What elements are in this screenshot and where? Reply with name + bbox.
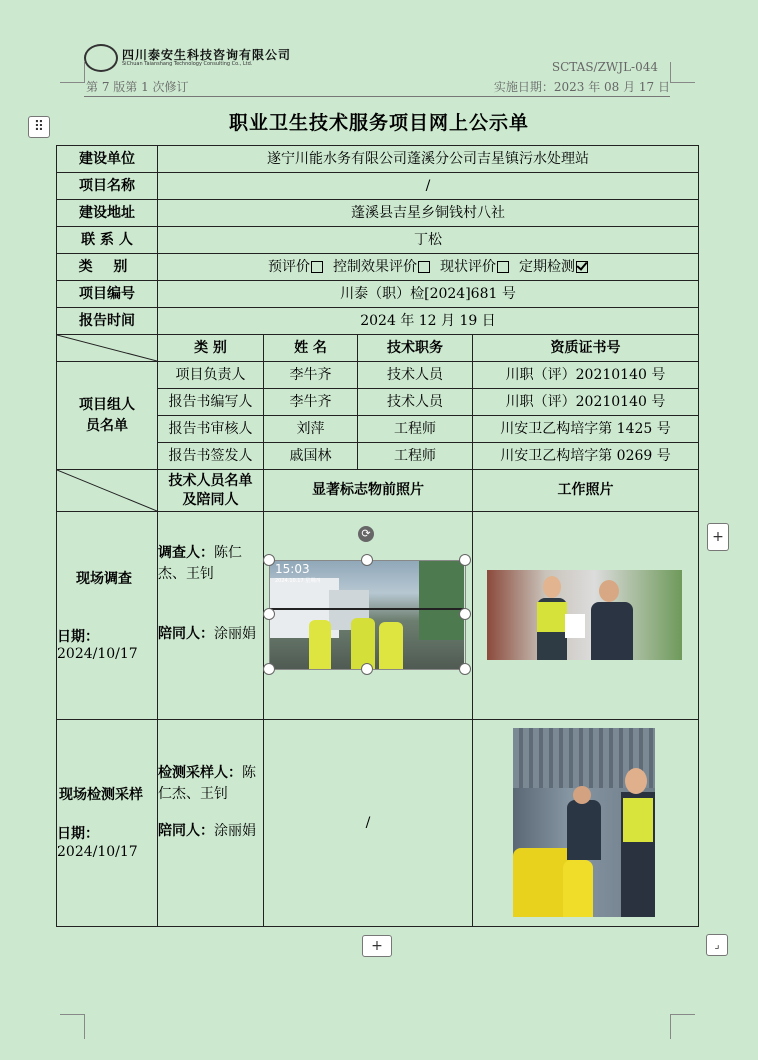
label-project-name: 项目名称 xyxy=(56,172,158,200)
category-option-control: 控制效果评价 xyxy=(333,258,417,275)
resize-handle[interactable] xyxy=(263,608,275,620)
sampling-escort-label: 陪同人： xyxy=(158,823,214,839)
survey-label: 现场调查 xyxy=(76,571,132,587)
sampling-landmark-cell xyxy=(263,719,473,927)
worker-vest xyxy=(623,798,653,842)
label-build-unit: 建设单位 xyxy=(56,145,158,173)
photo-caption: 2024.10.17 星期四 xyxy=(275,578,321,584)
team-group-label: 项目组人员名单 xyxy=(56,361,158,470)
page-title: 职业卫生技术服务项目网上公示单 xyxy=(228,112,529,134)
notice-table xyxy=(56,145,699,927)
sampling-staff-block xyxy=(158,763,262,805)
team-cert: 川职（评）20210140 号 xyxy=(472,388,699,416)
add-column-button[interactable]: + xyxy=(707,523,729,551)
photo-header-work: 工作照片 xyxy=(472,469,699,512)
survey-staff-label: 调查人： xyxy=(158,545,214,561)
team-name: 戚国林 xyxy=(263,442,358,470)
value-category xyxy=(157,253,699,281)
team-name: 刘萍 xyxy=(263,415,358,443)
team-title: 技术人员 xyxy=(357,361,473,389)
escort-head xyxy=(573,786,591,804)
escort-head xyxy=(599,580,619,602)
category-option-periodic: 定期检测 xyxy=(519,258,575,275)
team-role: 报告书签发人 xyxy=(157,442,264,470)
sampling-work-photo[interactable] xyxy=(513,728,655,917)
doc-code: SCTAS/ZWJL-044 xyxy=(551,60,658,74)
table-move-handle-icon[interactable]: ⠿ xyxy=(28,116,50,138)
worker-vest xyxy=(537,602,567,632)
paper xyxy=(565,614,585,638)
crop-mark-tl xyxy=(60,62,85,83)
value-build-unit: 遂宁川能水务有限公司蓬溪分公司吉星镇污水处理站 xyxy=(157,145,699,173)
team-header-cert: 资质证书号 xyxy=(472,334,699,362)
survey-escort-label: 陪同人： xyxy=(158,626,214,642)
yellow-tank xyxy=(563,860,593,917)
value-address: 蓬溪县吉星乡铜钱村八社 xyxy=(157,199,699,227)
team-title: 工程师 xyxy=(357,415,473,443)
add-row-button[interactable]: + xyxy=(362,935,392,957)
sampling-escort: 涂丽娟 xyxy=(214,823,256,839)
team-title: 技术人员 xyxy=(357,388,473,416)
crop-mark-br xyxy=(670,1014,695,1039)
rotate-handle-icon[interactable]: ⟳ xyxy=(358,526,374,542)
category-option-status: 现状评价 xyxy=(440,258,496,275)
doc-version: 第 7 版第 1 次修订 xyxy=(86,80,189,94)
label-report-time: 报告时间 xyxy=(56,307,158,335)
checkbox-periodic-testing[interactable] xyxy=(576,261,588,273)
photo-time: 15:03 xyxy=(275,562,310,576)
worker-head xyxy=(543,576,561,598)
resize-handle[interactable] xyxy=(263,663,275,675)
team-role: 项目负责人 xyxy=(157,361,264,389)
crop-mark-bl xyxy=(60,1014,85,1039)
company-logo-icon xyxy=(84,44,118,72)
team-header-corner xyxy=(56,334,158,362)
resize-handle[interactable] xyxy=(361,663,373,675)
team-cert: 川安卫乙构培字第 1425 号 xyxy=(472,415,699,443)
sampling-staff-label: 检测采样人： xyxy=(158,765,242,781)
team-header-title: 技术职务 xyxy=(357,334,473,362)
survey-work-photo[interactable] xyxy=(487,570,682,660)
survey-date-label: 日期： xyxy=(57,629,99,645)
sampling-landmark-placeholder: / xyxy=(365,814,371,831)
label-category: 类 别 xyxy=(56,253,158,281)
label-contact: 联 系 人 xyxy=(56,226,158,254)
survey-info-cell xyxy=(56,511,158,720)
survey-staff-block xyxy=(158,543,262,585)
survey-date: 2024/10/17 xyxy=(57,646,138,662)
team-role: 报告书编写人 xyxy=(157,388,264,416)
survey-escort-block xyxy=(158,624,262,645)
photo-header-staff: 技术人员名单及陪同人 xyxy=(157,469,264,512)
team-header-name: 姓 名 xyxy=(263,334,358,362)
resize-handle[interactable] xyxy=(459,663,471,675)
company-name-cn: 四川泰安生科技咨询有限公司 xyxy=(122,48,292,62)
value-contact: 丁松 xyxy=(157,226,699,254)
resize-handle[interactable] xyxy=(361,554,373,566)
label-project-no: 项目编号 xyxy=(56,280,158,308)
sampling-date: 2024/10/17 xyxy=(57,844,138,860)
value-project-name: / xyxy=(157,172,699,200)
resize-handle[interactable] xyxy=(263,554,275,566)
sampling-label: 现场检测采样 xyxy=(59,787,143,803)
escort xyxy=(591,602,633,660)
escort xyxy=(567,800,601,860)
value-project-no: 川泰（职）检[2024]681 号 xyxy=(157,280,699,308)
team-role: 报告书审核人 xyxy=(157,415,264,443)
effective-date: 实施日期：2023 年 08 月 17 日 xyxy=(493,80,670,94)
diagonal-line-icon xyxy=(57,335,157,361)
team-cert: 川职（评）20210140 号 xyxy=(472,361,699,389)
checkbox-pre-evaluation[interactable] xyxy=(311,261,323,273)
team-cert: 川安卫乙构培字第 0269 号 xyxy=(472,442,699,470)
sampling-escort-block xyxy=(158,821,262,842)
resize-handle[interactable] xyxy=(459,608,471,620)
photo-header-landmark: 显著标志物前照片 xyxy=(263,469,473,512)
header-rule xyxy=(84,96,670,97)
sampling-staff: 陈仁杰、王钊 xyxy=(158,765,256,802)
category-option-pre: 预评价 xyxy=(268,258,310,275)
checkbox-control-evaluation[interactable] xyxy=(418,261,430,273)
crop-mark-tr xyxy=(670,62,695,83)
photo-header-corner xyxy=(56,469,158,512)
team-title: 工程师 xyxy=(357,442,473,470)
image-selection-frame[interactable] xyxy=(269,560,466,670)
company-name-en: SiChuan Taianshang Technology Consulting Co., Ltd. xyxy=(122,61,253,67)
table-resize-handle-icon[interactable]: ⌟ xyxy=(706,934,728,956)
worker-head xyxy=(625,768,647,794)
sampling-date-label: 日期： xyxy=(57,826,99,842)
team-header-role: 类 别 xyxy=(157,334,264,362)
team-name: 李牛齐 xyxy=(263,361,358,389)
checkbox-status-evaluation[interactable] xyxy=(497,261,509,273)
resize-handle[interactable] xyxy=(459,554,471,566)
value-report-time: 2024 年 12 月 19 日 xyxy=(157,307,699,335)
label-address: 建设地址 xyxy=(56,199,158,227)
team-name: 李牛齐 xyxy=(263,388,358,416)
diagonal-line-icon xyxy=(57,470,157,511)
survey-escort: 涂丽娟 xyxy=(214,626,256,642)
survey-staff: 陈仁杰、王钊 xyxy=(158,545,242,582)
